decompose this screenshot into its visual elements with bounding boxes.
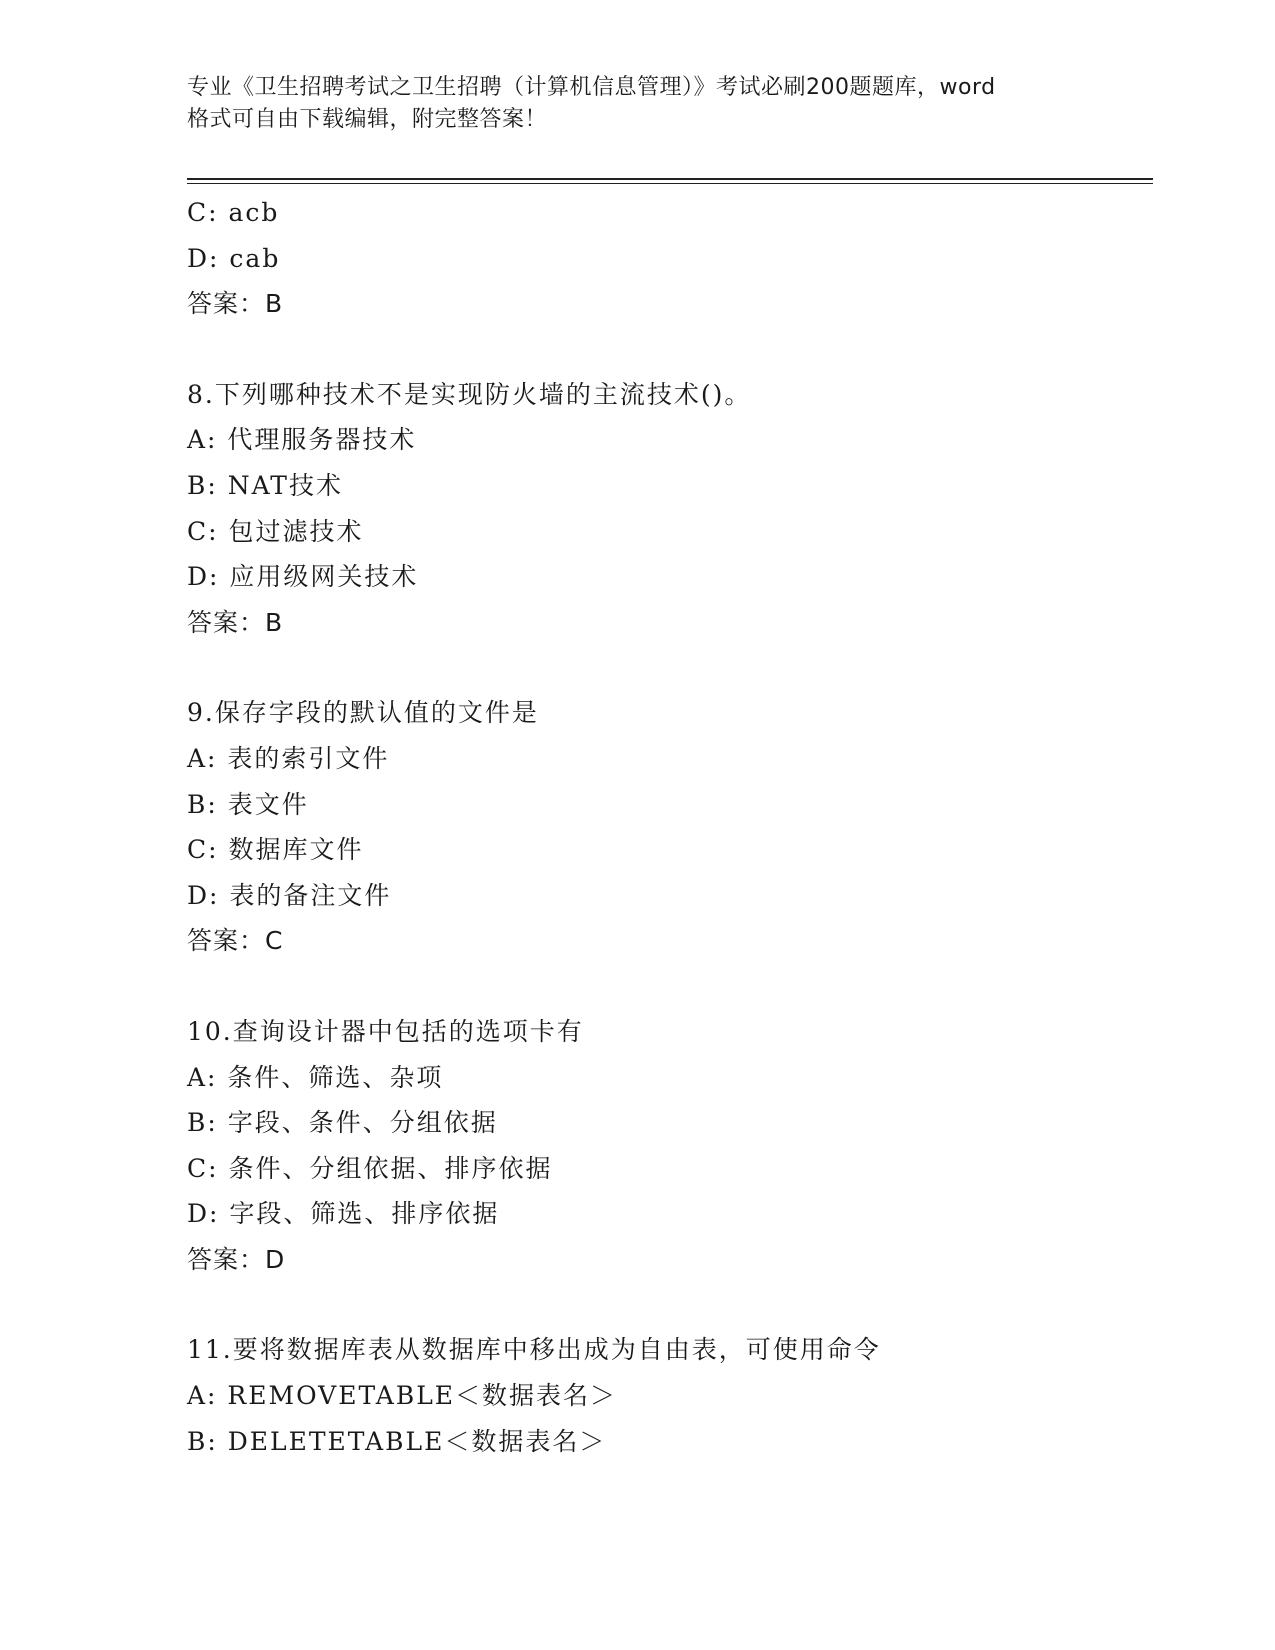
option-d: D: 表的备注文件 [187,880,392,910]
option-b: B: 字段、条件、分组依据 [187,1108,498,1138]
option-a: A: 表的索引文件 [187,743,390,773]
option-c: C: 包过滤技术 [187,516,364,546]
answer-line: 答案：B [187,607,284,637]
question-stem: 10.查询设计器中包括的选项卡有 [187,1016,584,1046]
question-stem: 8.下列哪种技术不是实现防火墙的主流技术()。 [187,379,752,409]
question-10 [187,1009,1153,1283]
question-11 [187,1327,1153,1464]
page-header [187,72,1087,136]
option-a: A: REMOVETABLE＜数据表名＞ [187,1381,618,1411]
option-d: D: cab [187,243,281,273]
question-9 [187,690,1153,964]
answer-line: 答案：D [187,1244,286,1274]
header-divider [187,178,1153,184]
option-c: C: 条件、分组依据、排序依据 [187,1153,553,1183]
question-8 [187,372,1153,646]
option-b: B: NAT技术 [187,470,343,500]
question-stem: 11.要将数据库表从数据库中移出成为自由表，可使用命令 [187,1335,881,1365]
option-b: B: 表文件 [187,789,309,819]
option-a: A: 代理服务器技术 [187,425,417,455]
option-d: D: 字段、筛选、排序依据 [187,1199,500,1229]
option-c: C: 数据库文件 [187,835,364,865]
option-c: C: acb [187,198,280,227]
option-a: A: 条件、筛选、杂项 [187,1062,444,1092]
question-stem: 9.保存字段的默认值的文件是 [187,698,539,728]
document-body [187,190,1153,1464]
option-b: B: DELETETABLE＜数据表名＞ [187,1426,607,1456]
header-title-line: 专业《卫生招聘考试之卫生招聘（计算机信息管理）》考试必刷200题题库，word [187,75,996,100]
previous-question-tail [187,190,1153,327]
answer-line: 答案：B [187,289,284,319]
option-d: D: 应用级网关技术 [187,562,419,592]
header-subtitle-line: 格式可自由下载编辑，附完整答案！ [187,107,548,132]
answer-line: 答案：C [187,926,284,956]
